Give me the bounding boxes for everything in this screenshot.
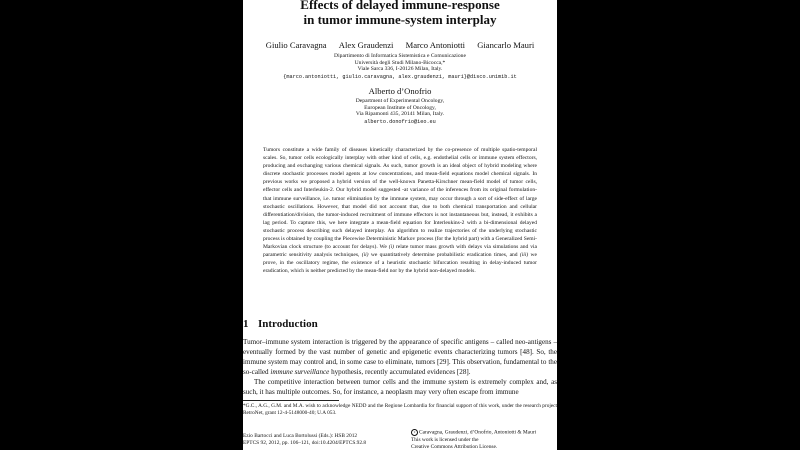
- author-name: Alberto d’Onofrio: [368, 86, 432, 96]
- abstract-text: relate tumor mass growth with delays via simulations and via parametric sensitivity analysis techniques,: [263, 244, 538, 259]
- paragraph-text: hypothesis, recently accumulated evidences [28].: [329, 367, 471, 376]
- paper-title-line-1: Effects of delayed immune-response: [300, 0, 500, 12]
- enum-marker: (iii): [519, 252, 529, 259]
- affiliation-dept: Dipartimento di Informatica Sistemistica e Comunicazione: [334, 53, 466, 59]
- author-name: Alex Graudenzi: [338, 40, 394, 50]
- affiliation-address: Viale Sarca 336, I-20126 Milan, Italy.: [357, 66, 443, 72]
- paragraph: The competitive interaction between tumor cells and the immune system is extremely complex and, as such, it has multiple outcomes. So, for instance, a neoplasm may very often escape from immune: [243, 377, 557, 396]
- section-heading: [243, 318, 318, 330]
- section-number: 1: [243, 318, 249, 330]
- license-info: [411, 429, 536, 450]
- venue-info: [243, 433, 366, 447]
- affiliation-dept: Department of Experimental Oncology,: [355, 98, 445, 104]
- venue-line: Ezio Bartocci and Luca Bortolussi (Eds.): HSB 2012: [243, 433, 358, 439]
- author-email: alberto.donofrio@ieo.eu: [364, 119, 436, 125]
- abstract-text: Tumors constitute a wide family of diseases kinetically characterized by the co-presence of multiple spatio-temporal scales. So, tumor cells ecologically interplay with other kind of cells, e.g. endothelial cells or immune system effectors, producing and exchanging various chemical signals. As such, tumor growth is an ideal object of hybrid modeling where discrete stochastic processes model agents at low concentrations, and mean-field equations model chemical signals. In previous works we proposed a hybrid version of the well-known Panetta-Kirschner mean-field model of tumor cells, effector cells and Interleukin-2. Our hybrid model suggested -at variance of the inferences from its original formulation- that immune surveillance, i.e. tumor elimination by the immune system, may occur through a sort of side-effect of large stochastic oscillations. However, that model did not account that, due to both chemical transportation and cellular differentiation/division, the tumor-induced recruitment of immune effectors is not instantaneous but, instead, it exhibits a lag period. To capture this, we here integrate a mean-field equation for Interleukins-2 with a bi-dimensional delayed stochastic process describing such delayed interplay. An algorithm to realize trajectories of the underlying stochastic process is obtained by coupling the Piecewise Deterministic Markov process (for the hybrid part) with a Generalized Semi-Markovian clock structure (to account for delays). We: [263, 147, 537, 251]
- affiliation-institute: European Institute of Oncology,: [364, 104, 436, 111]
- paper-title-line-2: in tumor immune-system interplay: [303, 12, 497, 27]
- author-emails: {marco.antoniotti, giulio.caravagna, alex.graudenzi, mauri}@disco.unimib.it: [283, 74, 517, 80]
- license-line: Creative Commons Attribution License.: [411, 444, 498, 450]
- affiliation-address: Via Ripamonti 435, 20141 Milan, Italy.: [355, 111, 445, 117]
- author-name: Giancarlo Mauri: [477, 40, 535, 50]
- copyright-icon: c: [411, 429, 418, 436]
- author-list: [243, 40, 557, 50]
- paragraph-text: Tumor–immune system interaction is triggered by the appearance of specific antigens – called neo-antigens – eventually formed by the vast number of genetic and epigenetic events characterizing tumors [48]. So, the immune system may control and, in some case to eliminate, tumors [29]. This observation, fundamental to the so-called: [243, 338, 557, 376]
- footnote-rule: [243, 400, 339, 401]
- enum-marker: (ii): [361, 252, 369, 259]
- enum-marker: (i): [388, 244, 395, 251]
- abstract-text: we prove, in the oscillatory regime, the existence of a heuristic stochastic bifurcation resulting in delay-induced tumor eradication, which is neither predicted by the mean-field nor by the hybrid non-delayed models.: [263, 252, 537, 275]
- emphasis: immune surveillance: [270, 367, 330, 376]
- abstract-text: we quantitatively determine probabilistic eradication times, and: [368, 252, 520, 259]
- license-authors: Caravagna, Graudenzi, d’Onofrio, Antoniotti & Mauri: [419, 429, 537, 436]
- section-title: Introduction: [258, 318, 318, 330]
- affiliation-university: Università degli Studi Milano-Bicocca,*: [354, 59, 446, 66]
- license-line: This work is licensed under the: [411, 436, 479, 443]
- paragraph: [243, 338, 557, 378]
- author-name: Giulio Caravagna: [265, 40, 327, 50]
- abstract: [263, 146, 537, 276]
- venue-line: EPTCS 92, 2012, pp. 106–121, doi:10.4204/EPTCS.92.8: [243, 440, 367, 447]
- footnote: *G.C., A.G., G.M. and M.A. wish to acknowledge NEDD and the Regione Lombardia for financial support of this work, under the research project RetroNet, grant 12-4-5148000-40; U.A 053.: [243, 403, 557, 417]
- paper-page: [243, 0, 557, 450]
- introduction-body: [243, 338, 557, 397]
- author-name: Marco Antoniotti: [405, 40, 466, 50]
